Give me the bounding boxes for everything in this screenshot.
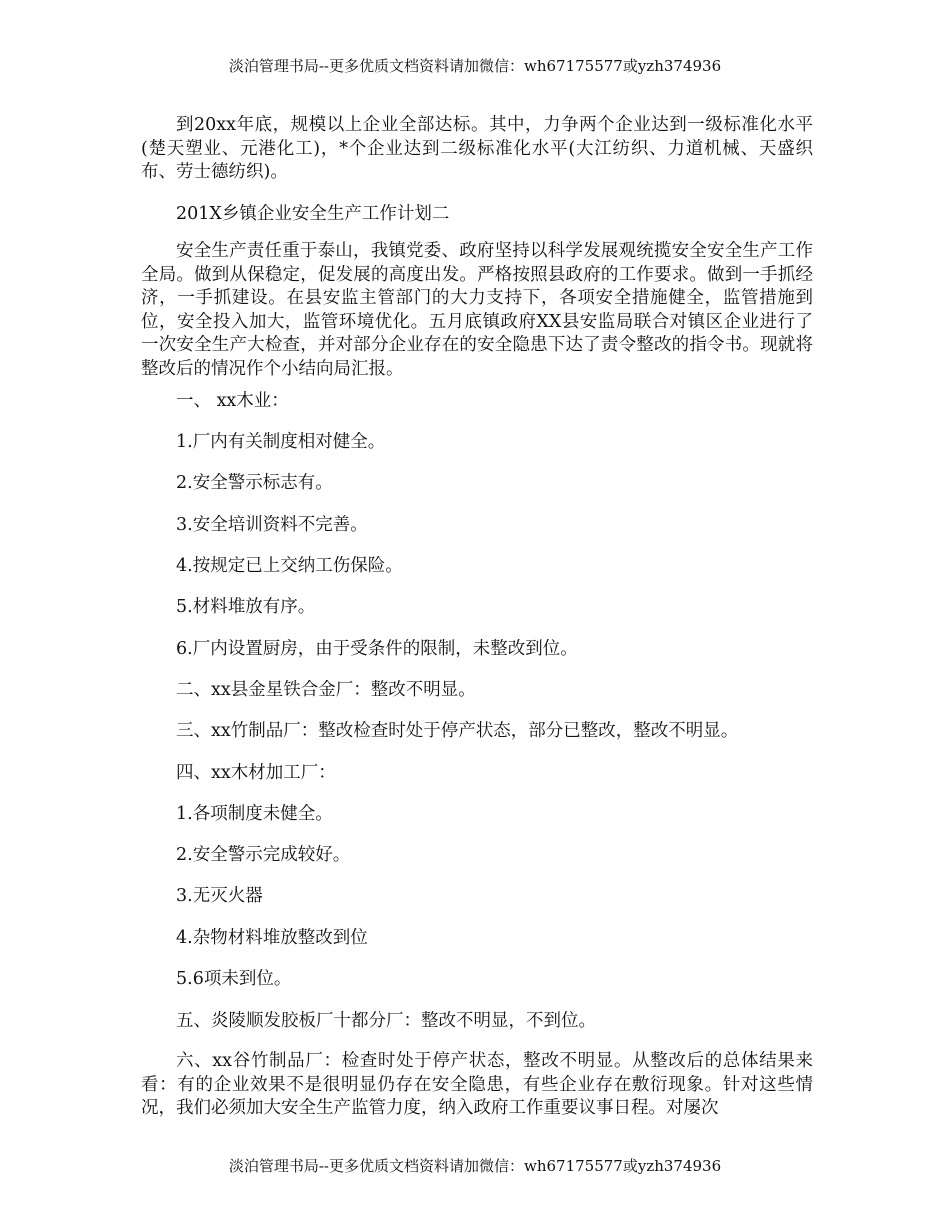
list-item: 3.安全培训资料不完善。 [176, 515, 368, 535]
item-heading-5: 五、炎陵顺发胶板厂十都分厂：整改不明显，不到位。 [176, 1011, 596, 1031]
list-item: 3.无灭火器 [176, 886, 263, 906]
list-item: 2.安全警示完成较好。 [176, 845, 351, 865]
list-item: 2.安全警示标志有。 [176, 473, 333, 493]
list-item: 4.杂物材料堆放整改到位 [176, 928, 368, 948]
list-item: 5.6项未到位。 [176, 969, 292, 989]
item-heading-1: 一、 xx木业： [176, 391, 289, 411]
paragraph-standardization-goal: 到20xx年底，规模以上企业全部达标。其中，力争两个企业达到一级标准化水平(楚天塑业、元港化工)，*个企业达到二级标准化水平(大江纺织、力道机械、天盛织布、劳士德纺织)。 [141, 115, 813, 182]
list-item: 6.厂内设置厨房，由于受条件的限制，未整改到位。 [176, 639, 578, 659]
item-heading-2: 二、xx县金星铁合金厂：整改不明显。 [176, 680, 476, 700]
list-item: 4.按规定已上交纳工伤保险。 [176, 556, 403, 576]
list-item: 5.材料堆放有序。 [176, 597, 316, 617]
section-title-plan-two: 201X乡镇企业安全生产工作计划二 [176, 204, 450, 224]
page-footer: 淡泊管理书局--更多优质文档资料请加微信：wh67175577或yzh374936 [228, 1157, 722, 1175]
item-heading-4: 四、xx木材加工厂： [176, 763, 336, 783]
paragraph-intro: 安全生产责任重于泰山，我镇党委、政府坚持以科学发展观统揽安全安全生产工作全局。做到从保稳定，促发展的高度出发。严格按照县政府的工作要求。做到一手抓经济，一手抓建设。在县安监主管部门的大力支持下，各项安全措施健全，监管措施到位，安全投入加大，监管环境优化。五月底镇政府XX县安监局联合对镇区企业进行了一次安全生产大检查，并对部分企业存在的安全隐患下达了责令整改的指令书。现就将整改后的情况作个小结向局汇报。 [141, 241, 813, 379]
item-heading-3: 三、xx竹制品厂：整改检查时处于停产状态，部分已整改，整改不明显。 [176, 721, 739, 741]
page-header: 淡泊管理书局--更多优质文档资料请加微信：wh67175577或yzh374936 [228, 57, 722, 75]
item-heading-6: 六、xx谷竹制品厂：检查时处于停产状态，整改不明显。从整改后的总体结果来看：有的企业效果不是很明显仍存在安全隐患，有些企业存在敷衍现象。针对这些情况，我们必须加大安全生产监管力度，纳入政府工作重要议事日程。对屡次 [141, 1051, 813, 1118]
list-item: 1.各项制度未健全。 [176, 804, 333, 824]
list-item: 1.厂内有关制度相对健全。 [176, 432, 386, 452]
